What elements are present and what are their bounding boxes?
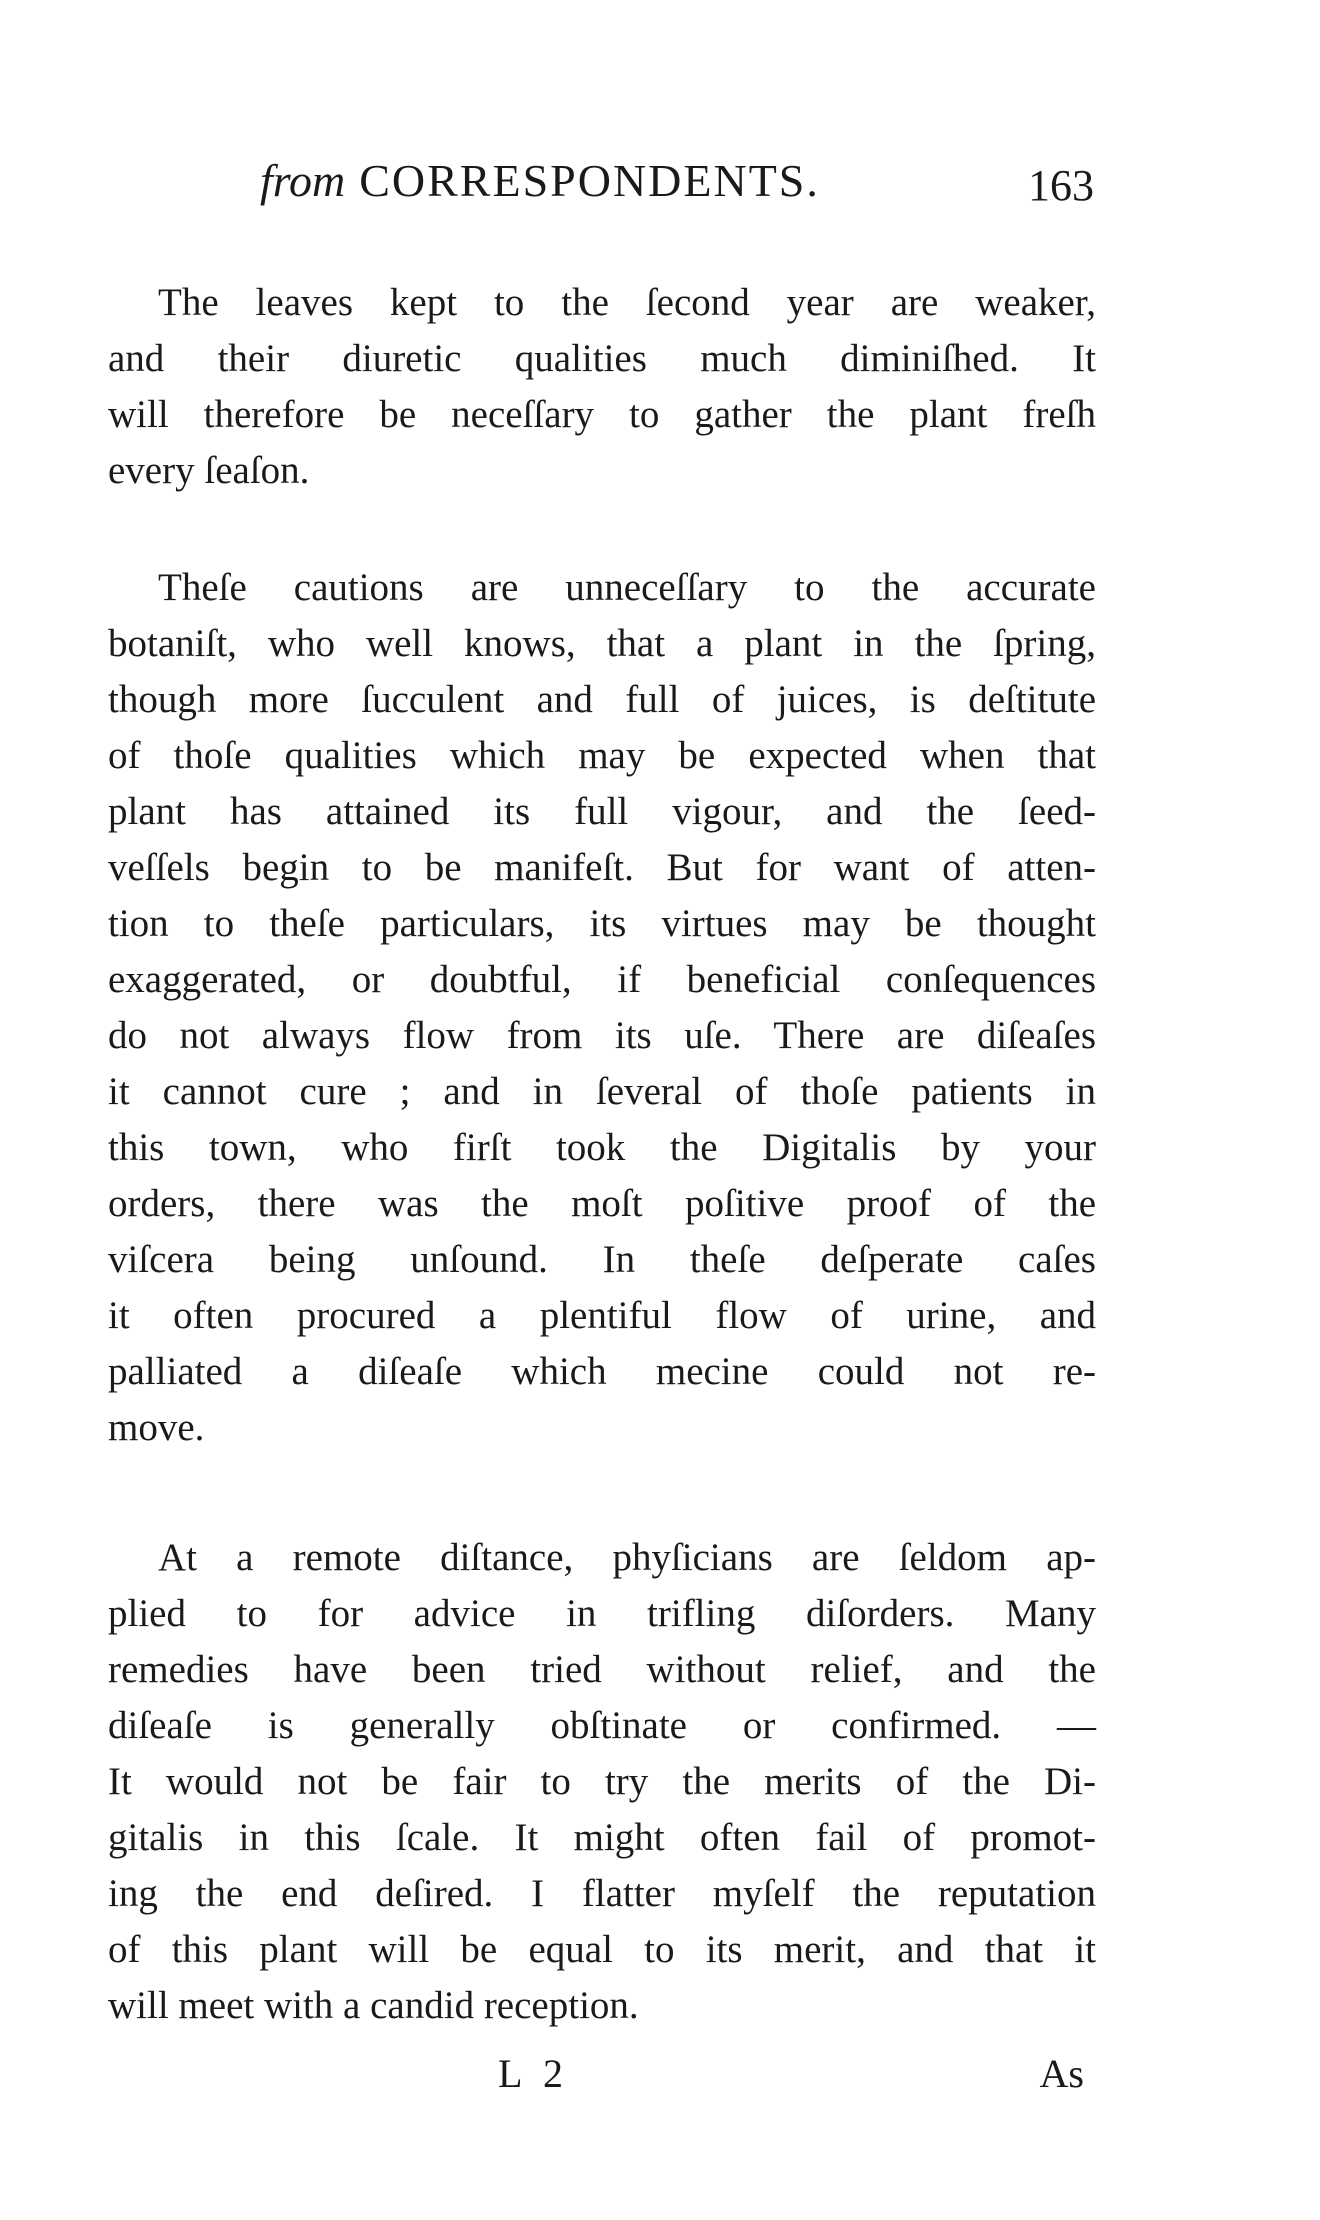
running-head [260, 154, 820, 207]
text-line: move. [108, 1406, 205, 1449]
text-line: of this plant will be equal to its merit, and that it [108, 1928, 1096, 1971]
text-line: will therefore be neceſſary to gather the plant freſh [108, 393, 1096, 436]
text-line: and their diuretic qualities much diminiſhed. It [108, 337, 1096, 380]
signature-mark: L 2 [498, 2051, 569, 2096]
text-line: plant has attained its full vigour, and the ſeed- [108, 790, 1096, 833]
page-footer [108, 2050, 1096, 2110]
paragraph-2 [108, 560, 1096, 1456]
text-line: exaggerated, or doubtful, if beneficial conſequences [108, 958, 1096, 1001]
text-line: ing the end deſired. I flatter myſelf the reputation [108, 1872, 1096, 1915]
text-line: palliated a diſeaſe which mecine could not re- [108, 1350, 1096, 1393]
paragraph-1 [108, 275, 1096, 499]
text-line: do not always flow from its uſe. There are diſeaſes [108, 1014, 1096, 1057]
text-line: It would not be fair to try the merits of the Di- [108, 1760, 1096, 1803]
text-line: Theſe cautions are unneceſſary to the accurate [158, 566, 1096, 609]
text-line: plied to for advice in trifling diſorders. Many [108, 1592, 1096, 1635]
text-line: remedies have been tried without relief, and the [108, 1648, 1096, 1691]
text-line: botaniſt, who well knows, that a plant in the ſpring, [108, 622, 1096, 665]
book-page [108, 150, 1096, 2150]
text-line: this town, who firſt took the Digitalis by your [108, 1126, 1096, 1169]
catchword: As [1039, 2051, 1084, 2096]
text-line: will meet with a candid reception. [108, 1984, 639, 2027]
running-head-title: CORRESPONDENTS. [359, 155, 820, 206]
text-line: orders, there was the moſt poſitive proof of the [108, 1182, 1096, 1225]
paragraph-3 [108, 1530, 1096, 2034]
running-head-prefix: from [260, 155, 346, 206]
text-line: The leaves kept to the ſecond year are weaker, [158, 281, 1096, 324]
text-line: viſcera being unſound. In theſe deſperate caſes [108, 1238, 1096, 1281]
text-line: At a remote diſtance, phyſicians are ſeldom ap- [158, 1536, 1096, 1579]
text-line: tion to theſe particulars, its virtues may be thought [108, 902, 1096, 945]
text-line: though more ſucculent and full of juices, is deſtitute [108, 678, 1096, 721]
text-line: gitalis in this ſcale. It might often fail of promot- [108, 1816, 1096, 1859]
text-line: veſſels begin to be manifeſt. But for want of atten- [108, 846, 1096, 889]
text-line: diſeaſe is generally obſtinate or confirmed. — [108, 1704, 1096, 1747]
text-line: of thoſe qualities which may be expected when that [108, 734, 1096, 777]
page-header [108, 150, 1096, 220]
text-line: every ſeaſon. [108, 449, 310, 492]
text-line: it cannot cure ; and in ſeveral of thoſe patients in [108, 1070, 1096, 1113]
text-line: it often procured a plentiful flow of urine, and [108, 1294, 1096, 1337]
page-number: 163 [1028, 161, 1094, 210]
